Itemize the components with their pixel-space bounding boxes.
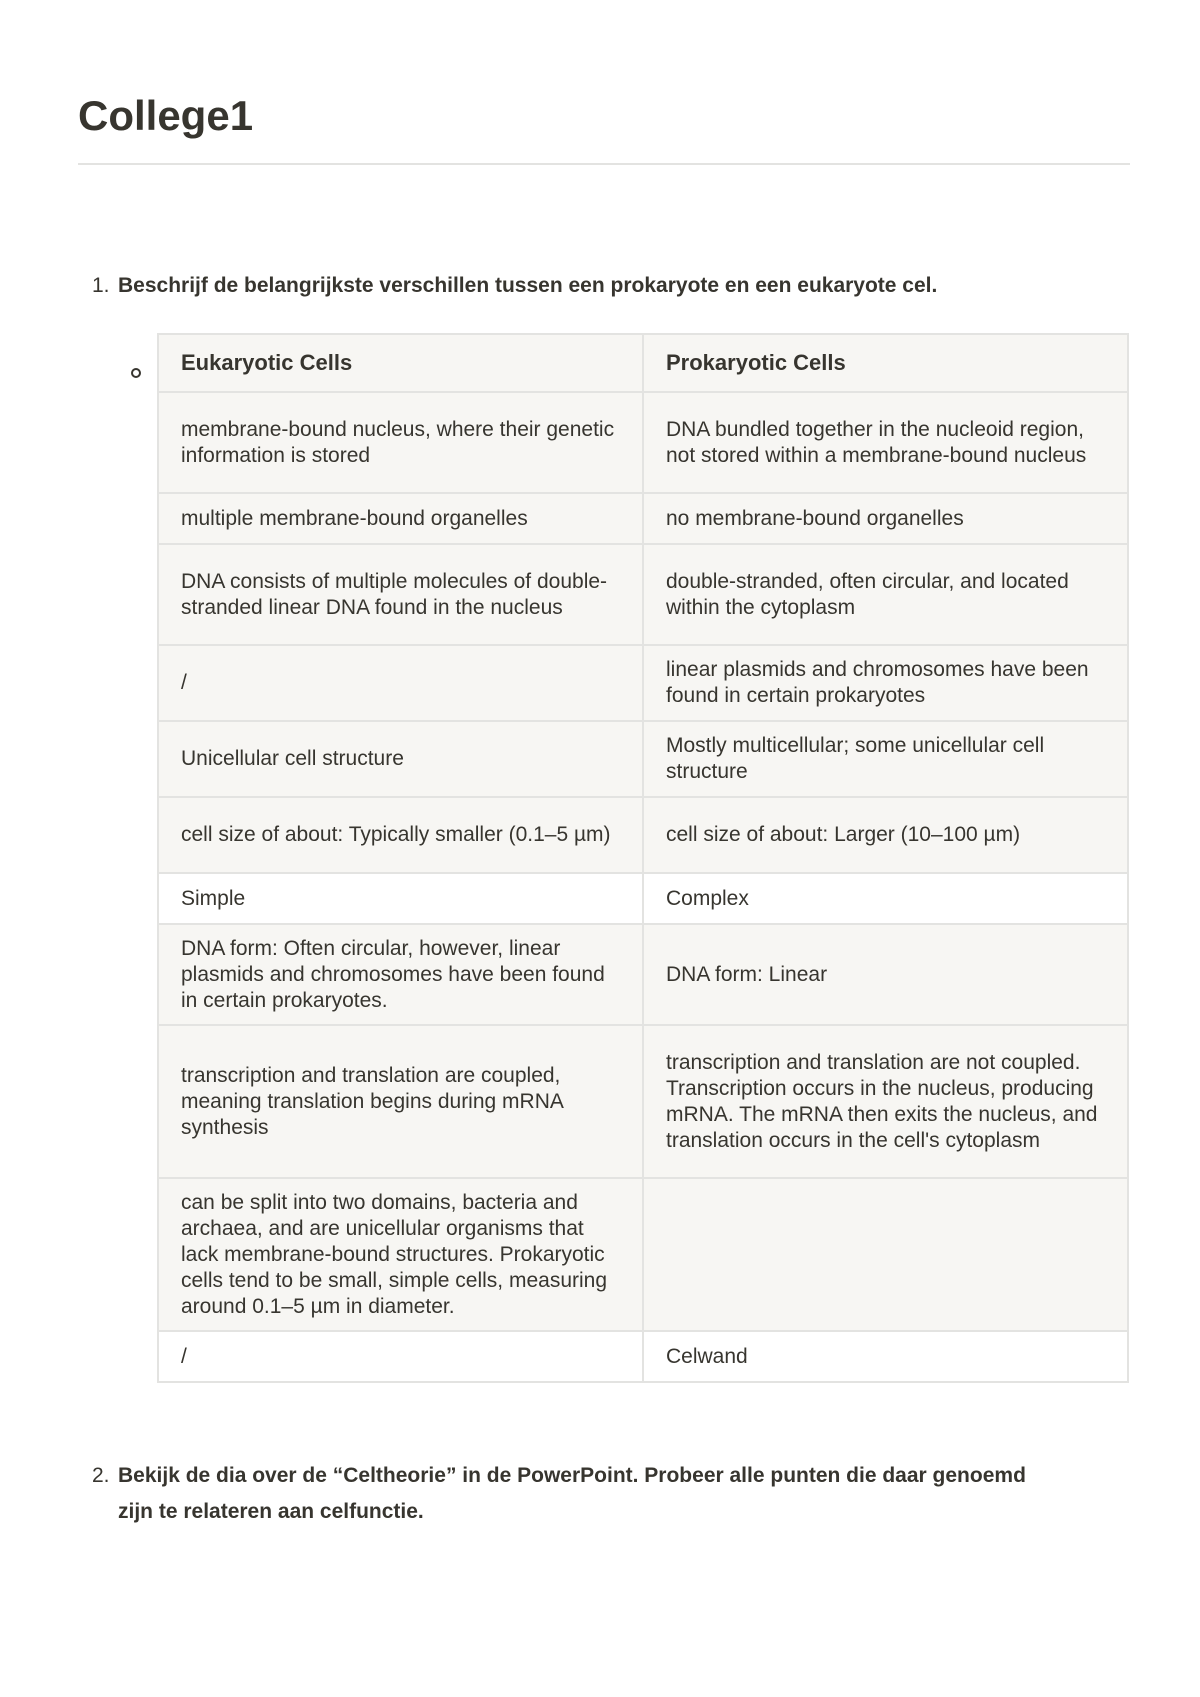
table-row [158,1025,1128,1178]
page-title: College1 [78,92,254,139]
table-cell: linear plasmids and chromosomes have been found in certain prokaryotes [643,645,1128,721]
table-cell: Complex [643,873,1128,924]
table-cell: DNA form: Often circular, however, linear plasmids and chromosomes have been found in certain prokaryotes. [158,924,643,1025]
table-header-row [158,334,1128,392]
table-header-cell: Eukaryotic Cells [158,334,643,392]
question-2 [92,1458,1042,1530]
question-1-number: 1. [92,274,110,297]
table-cell: DNA consists of multiple molecules of double-stranded linear DNA found in the nucleus [158,544,643,645]
table-header-cell: Prokaryotic Cells [643,334,1128,392]
cell-comparison-table [157,333,1129,1383]
table-cell: multiple membrane-bound organelles [158,493,643,544]
table-cell: Simple [158,873,643,924]
table-cell: transcription and translation are not coupled. Transcription occurs in the nucleus, producing mRNA. The mRNA then exits the nucleus, and translation occurs in the cell's cytoplasm [643,1025,1128,1178]
table-row [158,1331,1128,1382]
hollow-bullet-icon [131,368,141,378]
table-row [158,1178,1128,1331]
table-cell: / [158,1331,643,1382]
table-row [158,544,1128,645]
table-row [158,493,1128,544]
table-cell: membrane-bound nucleus, where their genetic information is stored [158,392,643,493]
table-cell: / [158,645,643,721]
question-1 [92,268,1042,304]
title-divider [78,163,1130,165]
table-cell: no membrane-bound organelles [643,493,1128,544]
table-cell: can be split into two domains, bacteria and archaea, and are unicellular organisms that lack membrane-bound structures. Prokaryotic cells tend to be small, simple cells, measuring around 0.1–5 µm in diameter. [158,1178,643,1331]
table-row [158,721,1128,797]
table-row [158,924,1128,1025]
table-row [158,392,1128,493]
table-cell: cell size of about: Typically smaller (0.1–5 µm) [158,797,643,873]
question-2-text: Bekijk de dia over de “Celtheorie” in de PowerPoint. Probeer alle punten die daar genoemd zijn te relateren aan celfunctie. [118,1464,1026,1523]
table-row [158,645,1128,721]
table-cell: Unicellular cell structure [158,721,643,797]
table-row [158,873,1128,924]
table-cell: DNA bundled together in the nucleoid region, not stored within a membrane-bound nucleus [643,392,1128,493]
table-cell: DNA form: Linear [643,924,1128,1025]
table-cell [643,1178,1128,1331]
table-row [158,797,1128,873]
table-cell: Mostly multicellular; some unicellular cell structure [643,721,1128,797]
table-cell: double-stranded, often circular, and located within the cytoplasm [643,544,1128,645]
table-cell: Celwand [643,1331,1128,1382]
question-2-number: 2. [92,1464,110,1487]
question-1-text: Beschrijf de belangrijkste verschillen tussen een prokaryote en een eukaryote cel. [118,274,938,297]
table-cell: transcription and translation are coupled, meaning translation begins during mRNA synthesis [158,1025,643,1178]
table-cell: cell size of about: Larger (10–100 µm) [643,797,1128,873]
